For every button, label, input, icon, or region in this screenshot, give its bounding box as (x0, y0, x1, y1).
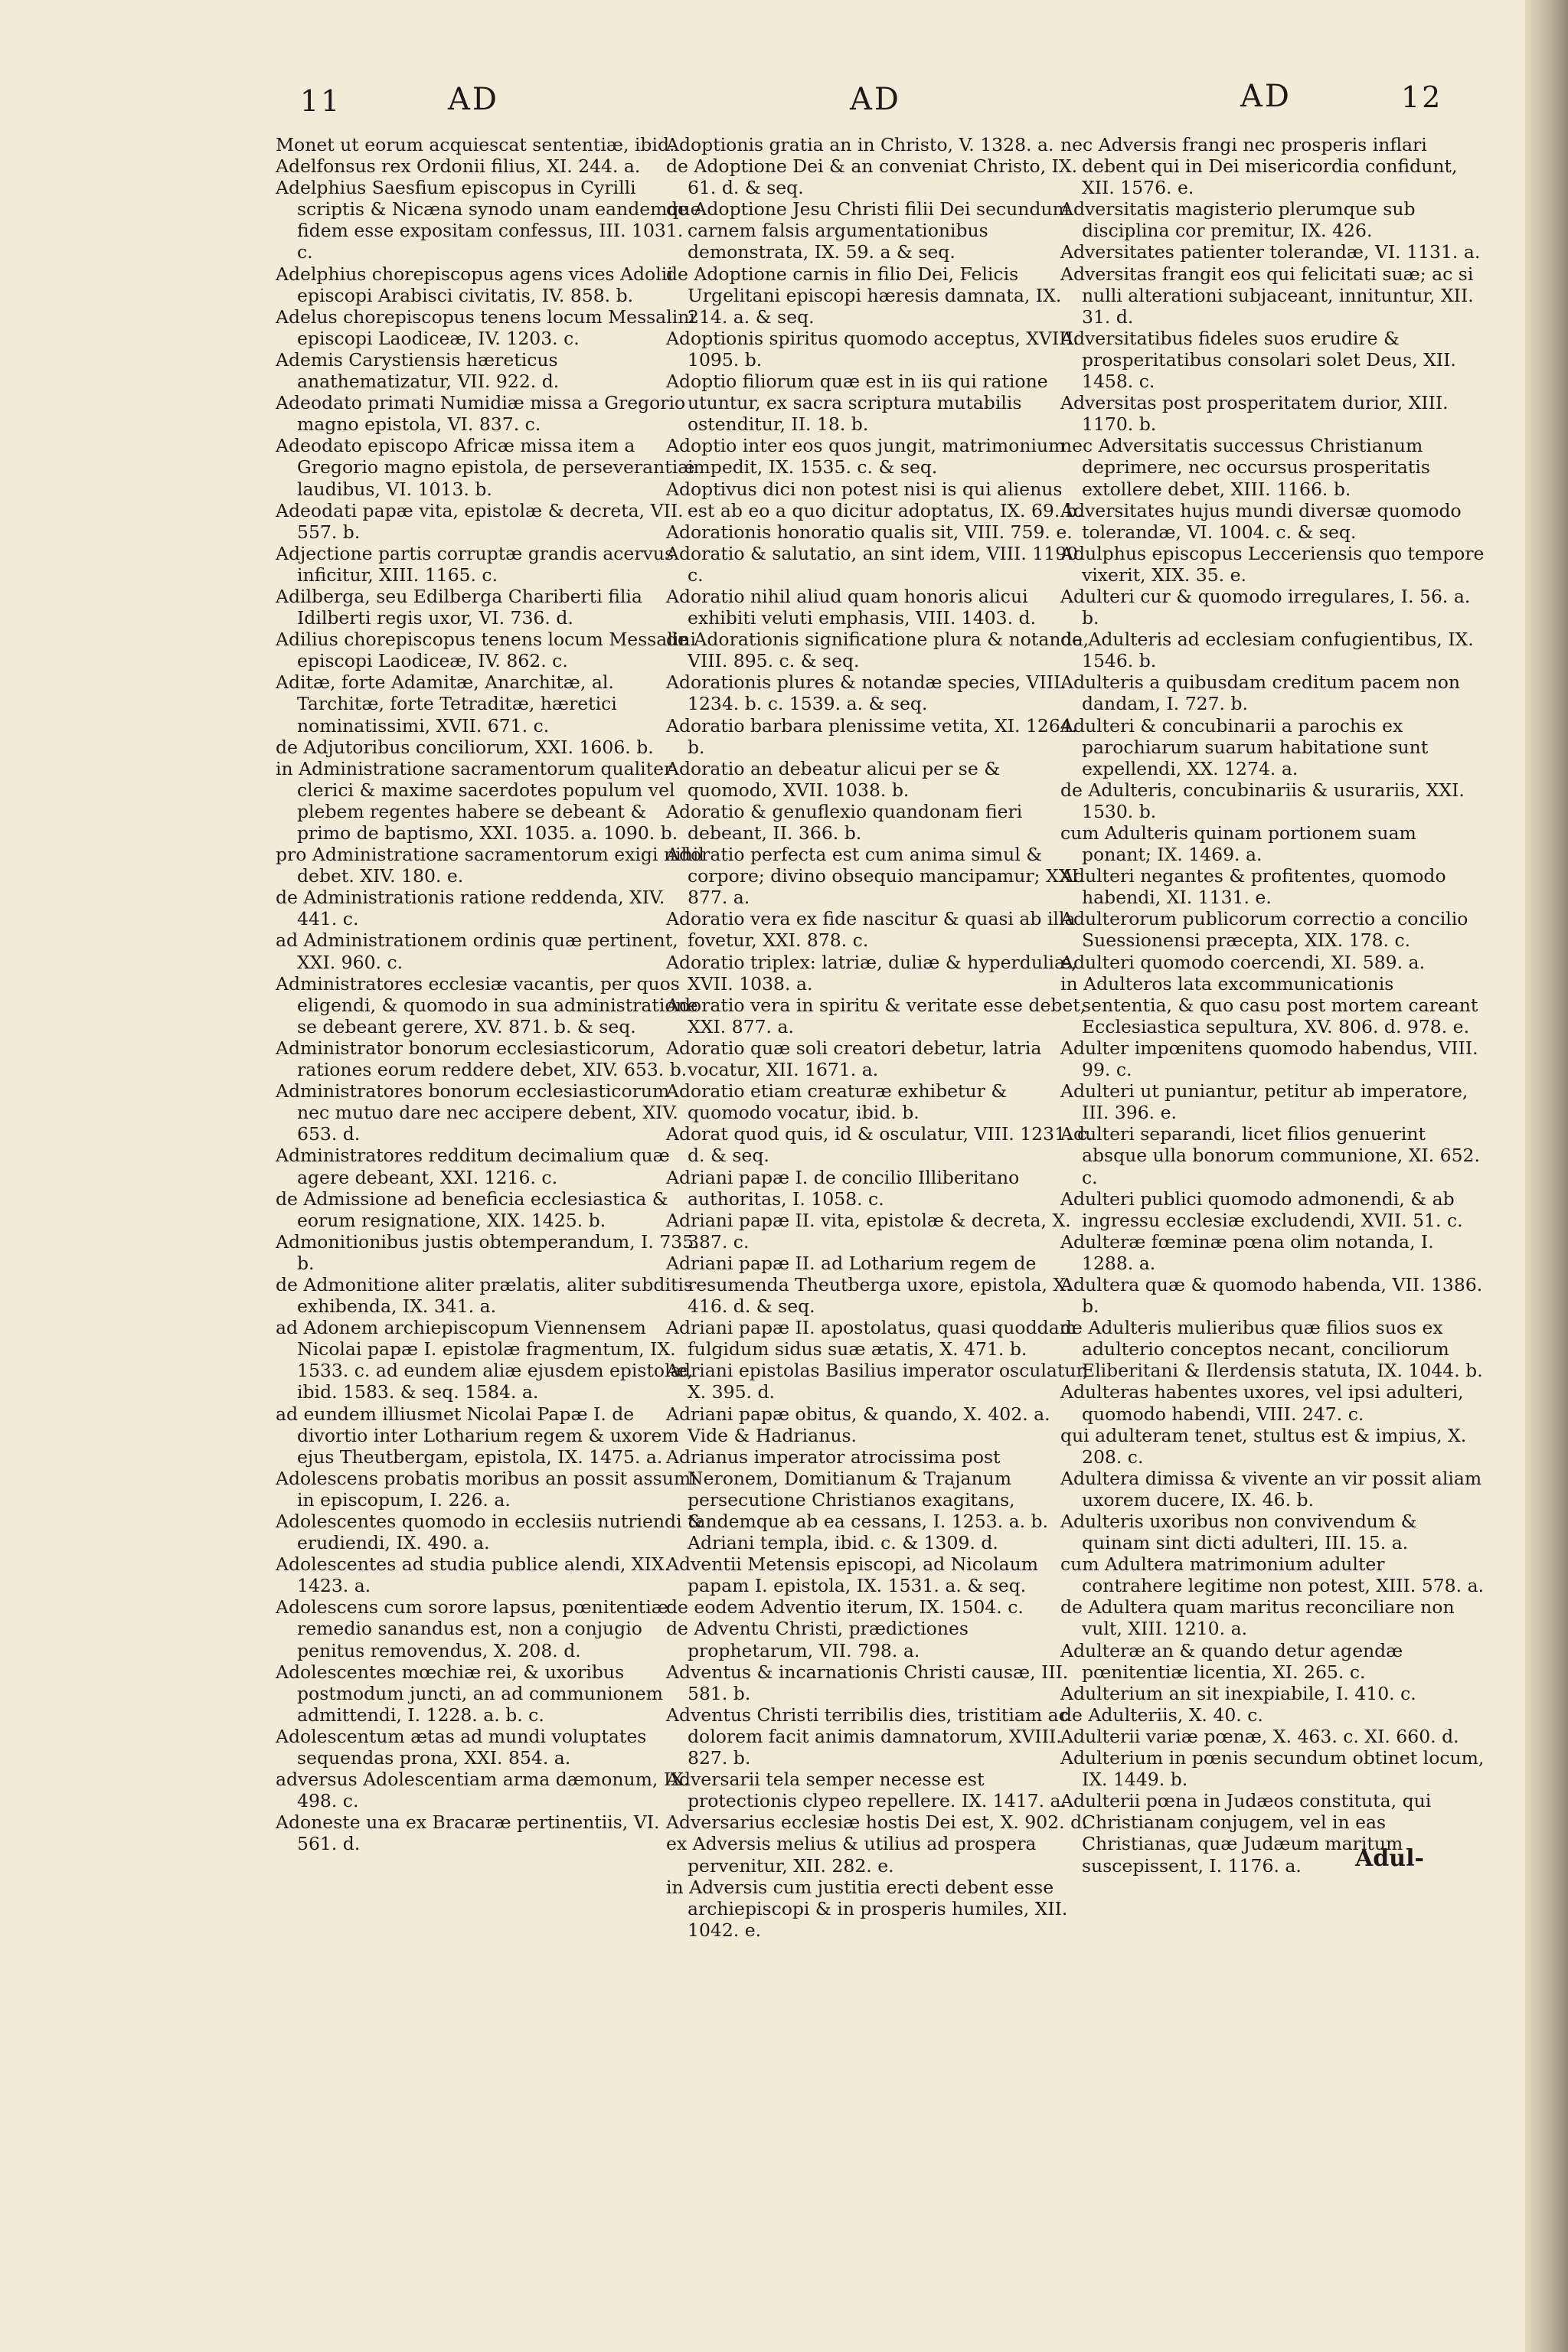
index-entry: Adversitas frangit eos qui felicitati suæ; ac si nulli alterationi subjaceant, innituntur, XII. 31. d. (1060, 263, 1474, 328)
index-entry: de Adoptione Dei & an conveniat Christo, IX. 61. d. & seq. (666, 155, 1078, 199)
index-entry: de Administrationis ratione reddenda, XIV. 441. c. (276, 887, 665, 930)
index-entry: Adriani epistolas Basilius imperator osculatur, X. 395. d. (666, 1360, 1089, 1403)
index-entry: in Adversis cum justitia erecti debent esse archiepiscopi & in prosperis humiles, XII. 1042. e. (666, 1876, 1068, 1941)
index-entry: Adoptionis gratia an in Christo, V. 1328. a. (666, 134, 1054, 155)
index-entry: Adulter impœnitens quomodo habendus, VIII. 99. c. (1060, 1037, 1478, 1081)
index-entry: Adilberga, seu Edilberga Chariberti filia Idilberti regis uxor, VI. 736. d. (276, 585, 642, 629)
index-entry: Adolescens cum sorore lapsus, pœnitentiæ remedio sanandus est, non a conjugio penitus removendus, X. 208. d. (276, 1596, 668, 1661)
index-entry: Adoratio vera ex fide nascitur & quasi ab illa fovetur, XXI. 878. c. (666, 908, 1076, 952)
index-column-3 (1060, 134, 1489, 1877)
index-entry: de Admonitione aliter prælatis, aliter subditis exhibenda, IX. 341. a. (276, 1273, 693, 1318)
index-entry: Adolescentes ad studia publice alendi, XIX. 1423. a. (276, 1553, 671, 1597)
page-header (0, 73, 1568, 126)
index-entry: Ademis Carystiensis hæreticus anathematizatur, VII. 922. d. (276, 348, 560, 393)
index-entry: Adulteri publici quomodo admonendi, & ab ingressu ecclesiæ excludendi, XVII. 51. c. (1060, 1187, 1463, 1231)
index-entry: Adversitatibus fideles suos erudire & prosperitatibus consolari solet Deus, XII. 1458. c. (1060, 327, 1456, 393)
index-entry: Adoratio quæ soli creatori debetur, latria vocatur, XII. 1671. a. (666, 1037, 1042, 1081)
index-entry: Adoratio perfecta est cum anima simul & corpore; divino obsequio mancipamur; XXI. 877. a. (666, 844, 1085, 909)
index-entry: Adversarius ecclesiæ hostis Dei est, X. 902. d. (666, 1811, 1088, 1834)
index-entry: Adulterii variæ pœnæ, X. 463. c. XI. 660. d. (1060, 1725, 1459, 1747)
index-entry: Adelfonsus rex Ordonii filius, XI. 244. a. (276, 155, 641, 178)
index-entry: cum Adulteris quinam portionem suam ponant; IX. 1469. a. (1060, 822, 1416, 866)
index-entry: Adulteri & concubinarii a parochis ex parochiarum suarum habitatione sunt expellendi, XX. 1274. a. (1060, 714, 1429, 779)
index-entry: Adoratio barbara plenissime vetita, XI. 1264. b. (666, 714, 1078, 758)
index-entry: Adoratio an debeatur alicui per se & quomodo, XVII. 1038. b. (666, 757, 1001, 801)
index-entry: Adoratio & genuflexio quandonam fieri debeant, II. 366. b. (666, 800, 1023, 844)
index-entry: Adelus chorepiscopus tenens locum Messalini episcopi Laodiceæ, IV. 1203. c. (276, 305, 695, 349)
index-entry: Adoptionis spiritus quomodo acceptus, XVIII. 1095. b. (666, 327, 1080, 371)
index-entry: Adorationis honoratio qualis sit, VIII. 759. e. (666, 521, 1073, 543)
index-entry: Adoratio triplex: latriæ, duliæ & hyperduliæ, XVII. 1038. a. (666, 951, 1077, 995)
index-entry: Adriani papæ obitus, & quando, X. 402. a. Vide & Hadrianus. (666, 1403, 1050, 1446)
index-entry: Adolescentes quomodo in ecclesiis nutriendi & erudiendi, IX. 490. a. (276, 1511, 704, 1554)
index-entry: Adorationis plures & notandæ species, VIII. 1234. b. c. 1539. a. & seq. (666, 671, 1067, 715)
left-running-head: AD (448, 82, 499, 117)
index-entry: Adultera dimissa & vivente an vir possit aliam uxorem ducere, IX. 46. b. (1060, 1467, 1482, 1511)
index-entry: Adorat quod quis, id & osculatur, VIII. 1231. c. d. & seq. (666, 1123, 1093, 1167)
right-running-head: AD (1240, 79, 1292, 114)
index-entry: Adulterorum publicorum correctio a concilio Suessionensi præcepta, XIX. 178. c. (1060, 908, 1468, 952)
index-entry: Adoratio & salutatio, an sint idem, VIII. 1190. c. (666, 542, 1084, 586)
index-entry: de Adulteriis, X. 40. c. (1060, 1704, 1263, 1726)
index-entry: Adoratio nihil aliud quam honoris alicui exhibiti veluti emphasis, VIII. 1403. d. (666, 585, 1037, 629)
index-entry: Monet ut eorum acquiescat sententiæ, ibid. (276, 134, 675, 155)
index-entry: Adversarii tela semper necesse est protectionis clypeo repellere. IX. 1417. a. (666, 1769, 1067, 1812)
index-entry: Aditæ, forte Adamitæ, Anarchitæ, al. Tarchitæ, forte Tetraditæ, hæretici nominatissimi, XVII. 671. c. (276, 671, 617, 737)
index-entry: de Adjutoribus conciliorum, XXI. 1606. b. (276, 736, 654, 758)
index-entry: Adulteri quomodo coercendi, XI. 589. a. (1060, 951, 1426, 973)
index-entry: ad Adonem archiepiscopum Viennensem Nicolai papæ I. epistolæ fragmentum, IX. 1533. c. ad eundem aliæ ejusdem epistolæ, ibid. 1583. & seq. 1584. a. (276, 1317, 694, 1403)
index-entry: qui adulteram tenet, stultus est & impius, X. 208. c. (1060, 1424, 1467, 1468)
index-entry: nec Adversitatis successus Christianum deprimere, nec occursus prosperitatis extollere debet, XIII. 1166. b. (1060, 435, 1430, 500)
index-entry: Adriani papæ II. apostolatus, quasi quoddam fulgidum sidus suæ ætatis, X. 471. b. (666, 1317, 1076, 1361)
index-entry: Adilius chorepiscopus tenens locum Messalini episcopi Laodiceæ, IV. 862. c. (276, 629, 697, 672)
index-entry: Adoneste una ex Bracaræ pertinentiis, VI. 561. d. (276, 1811, 660, 1855)
index-entry: Adulphus episcopus Lecceriensis quo tempore vixerit, XIX. 35. e. (1060, 542, 1485, 586)
index-entry: adversus Adolescentiam arma dæmonum, IX. 498. c. (276, 1769, 690, 1812)
index-entry: de Adulteris ad ecclesiam confugientibus, IX. 1546. b. (1060, 629, 1474, 672)
index-entry: Adulterii pœna in Judæos constituta, qui Christianam conjugem, vel in eas Christianas, quæ Judæum maritum suscepissent, I. 1176. a. (1060, 1790, 1432, 1877)
index-entry: Adriani papæ II. ad Lotharium regem de resumenda Theutberga uxore, epistola, X. 416. d. & seq. (666, 1252, 1072, 1318)
index-entry: Adriani papæ I. de concilio Illiberitano authoritas, I. 1058. c. (666, 1166, 1020, 1210)
index-entry: in Administratione sacramentorum qualiter clerici & maxime sacerdotes populum vel plebem regentes habere se debeant & primo de baptismo, XXI. 1035. a. 1090. b. (276, 757, 678, 844)
index-entry: Adulteri cur & quomodo irregulares, I. 56. a. b. (1060, 585, 1471, 629)
index-entry: in Adulteros lata excommunicationis sententia, & quo casu post mortem careant Ecclesiastica sepultura, XV. 806. d. 978. e. (1060, 972, 1478, 1037)
index-entry: ad Administrationem ordinis quæ pertinent, XXI. 960. c. (276, 929, 678, 973)
index-entry: Adrianus imperator atrocissima post Neronem, Domitianum & Trajanum persecutione Christianos exagitans, tandemque ab ea cessans, I. 1253. a. b. Adriani templa, ibid. c. & 1309. d. (666, 1446, 1049, 1554)
index-entry: Adulteri separandi, licet filios genuerint absque ulla bonorum communione, XI. 652. c. (1060, 1123, 1480, 1188)
index-entry: Adulteris uxoribus non convivendum & quinam sint dicti adulteri, III. 15. a. (1060, 1511, 1417, 1554)
index-entry: Administratores bonorum ecclesiasticorum nec mutuo dare nec accipere debent, XIV. 653. d. (276, 1080, 678, 1145)
index-entry: Adeodati papæ vita, epistolæ & decreta, VII. 557. b. (276, 499, 684, 543)
index-entry: Adriani papæ II. vita, epistolæ & decreta, X. 387. c. (666, 1209, 1071, 1253)
index-entry: Adjectione partis corruptæ grandis acervus inficitur, XIII. 1165. c. (276, 542, 675, 586)
index-entry: Administrator bonorum ecclesiasticorum, rationes eorum reddere debet, XIV. 653. b. (276, 1037, 688, 1081)
index-entry: de Adorationis significatione plura & notanda, VIII. 895. c. & seq. (666, 629, 1089, 672)
page-gutter-shadow (1525, 0, 1568, 2352)
index-entry: Adeodato primati Numidiæ missa a Gregorio magno epistola, VI. 837. c. (276, 392, 686, 436)
index-entry: cum Adultera matrimonium adulter contrahere legitime non potest, XIII. 578. a. (1060, 1553, 1485, 1597)
index-entry: Adulterium in pœnis secundum obtinet locum, IX. 1449. b. (1060, 1747, 1485, 1791)
index-entry: Admonitionibus justis obtemperandum, I. 735. b. (276, 1230, 700, 1274)
index-entry: de eodem Adventio iterum, IX. 1504. c. (666, 1596, 1024, 1619)
index-entry: Adoratio vera in spiritu & veritate esse debet, XXI. 877. a. (666, 994, 1086, 1037)
index-entry: Adversitates hujus mundi diversæ quomodo tolerandæ, VI. 1004. c. & seq. (1060, 499, 1462, 543)
index-column-2 (666, 134, 1095, 1941)
index-entry: de Adulteris, concubinariis & usurariis, XXI. 1530. b. (1060, 779, 1465, 822)
index-entry: Adulteri negantes & profitentes, quomodo habendi, XI. 1131. e. (1060, 865, 1446, 909)
index-entry: Adulteras habentes uxores, vel ipsi adulteri, quomodo habendi, VIII. 247. c. (1060, 1381, 1464, 1425)
index-entry: pro Administratione sacramentorum exigi nihil debet. XIV. 180. e. (276, 844, 704, 887)
index-entry: de Adoptione Jesu Christi filii Dei secundum carnem falsis argumentationibus demonstrata, IX. 59. a & seq. (666, 198, 1070, 263)
right-page-number: 12 (1401, 80, 1443, 114)
center-running-head: AD (850, 82, 901, 117)
index-entry: de Adultera quam maritus reconciliare non vult, XIII. 1210. a. (1060, 1596, 1455, 1640)
index-entry: Adultera quæ & quomodo habenda, VII. 1386. b. (1060, 1273, 1483, 1318)
index-entry: Adelphius Saesfium episcopus in Cyrilli scriptis & Nicæna synodo unam eandemque fidem esse expositam confessus, III. 1031. c. (276, 177, 701, 263)
index-entry: Adolescentes mœchiæ rei, & uxoribus postmodum juncti, an ad communionem admittendi, I. 1228. a. b. c. (276, 1661, 663, 1726)
index-entry: Adoratio etiam creaturæ exhibetur & quomodo vocatur, ibid. b. (666, 1080, 1008, 1124)
index-entry: Adoptio filiorum quæ est in iis qui ratione utuntur, ex sacra scriptura mutabilis ostenditur, II. 18. b. (666, 371, 1048, 436)
index-entry: Administratores ecclesiæ vacantis, per quos eligendi, & quomodo in sua administratione se debeant gerere, XV. 871. b. & seq. (276, 972, 698, 1037)
index-entry: Adoptio inter eos quos jungit, matrimonium impedit, IX. 1535. c. & seq. (666, 435, 1066, 479)
index-entry: Adulteræ an & quando detur agendæ pœnitentiæ licentia, XI. 265. c. (1060, 1639, 1403, 1683)
index-entry: ex Adversis melius & utilius ad prospera pervenitur, XII. 282. e. (666, 1833, 1037, 1877)
index-entry: Adulteris a quibusdam creditum pacem non dandam, I. 727. b. (1060, 671, 1461, 715)
index-entry: de Admissione ad beneficia ecclesiastica & eorum resignatione, XIX. 1425. b. (276, 1187, 668, 1231)
index-entry: Adversitas post prosperitatem durior, XIII. 1170. b. (1060, 392, 1449, 436)
index-entry: nec Adversis frangi nec prosperis inflari debent qui in Dei misericordia confidunt, XII. 1576. e. (1060, 134, 1458, 199)
index-entry: Adelphius chorepiscopus agens vices Adolii episcopi Arabisci civitatis, IV. 858. b. (276, 263, 673, 306)
index-entry: Adoptivus dici non potest nisi is qui alienus est ab eo a quo dicitur adoptatus, IX. 69. b. (666, 478, 1083, 521)
index-entry: Adulterium an sit inexpiabile, I. 410. c. (1060, 1682, 1416, 1704)
index-entry: Adulteri ut puniantur, petitur ab imperatore, III. 396. e. (1060, 1080, 1468, 1124)
index-entry: ad eundem illiusmet Nicolai Papæ I. de divortio inter Lotharium regem & uxorem ejus Theutbergam, epistola, IX. 1475. a. (276, 1403, 679, 1468)
index-column-1 (276, 134, 704, 1855)
index-entry: de Adoptione carnis in filio Dei, Felicis Urgelitani episcopi hæresis damnata, IX. 214. a. & seq. (666, 263, 1062, 328)
catchword: Adul- (1355, 1845, 1424, 1872)
index-entry: Adversitatis magisterio plerumque sub disciplina cor premitur, IX. 426. (1060, 198, 1416, 242)
index-entry: Adventii Metensis episcopi, ad Nicolaum papam I. epistola, IX. 1531. a. & seq. (666, 1553, 1039, 1597)
index-entry: Adversitates patienter tolerandæ, VI. 1131. a. (1060, 241, 1481, 263)
index-entry: Adeodato episcopo Africæ missa item a Gregorio magno epistola, de perseverantiæ laudibus, VI. 1013. b. (276, 435, 695, 500)
index-entry: Adulteræ fœminæ pœna olim notanda, I. 1288. a. (1060, 1230, 1434, 1274)
index-entry: Adventus & incarnationis Christi causæ, III. 581. b. (666, 1661, 1069, 1704)
index-entry: Adolescens probatis moribus an possit assumi in episcopum, I. 226. a. (276, 1467, 697, 1511)
index-entry: Administratores redditum decimalium quæ agere debeant, XXI. 1216. c. (276, 1145, 670, 1188)
index-entry: de Adulteris mulieribus quæ filios suos ex adulterio conceptos necant, conciliorum Eliberitani & Ilerdensis statuta, IX. 1044. b. (1060, 1317, 1483, 1382)
index-entry: Adolescentum ætas ad mundi voluptates sequendas prona, XXI. 854. a. (276, 1725, 647, 1769)
index-entry: Adventus Christi terribilis dies, tristitiam ac dolorem facit animis damnatorum, XVIII. 827. b. (666, 1704, 1069, 1769)
index-entry: de Adventu Christi, prædictiones prophetarum, VII. 798. a. (666, 1618, 969, 1661)
left-page-number: 11 (300, 84, 342, 118)
